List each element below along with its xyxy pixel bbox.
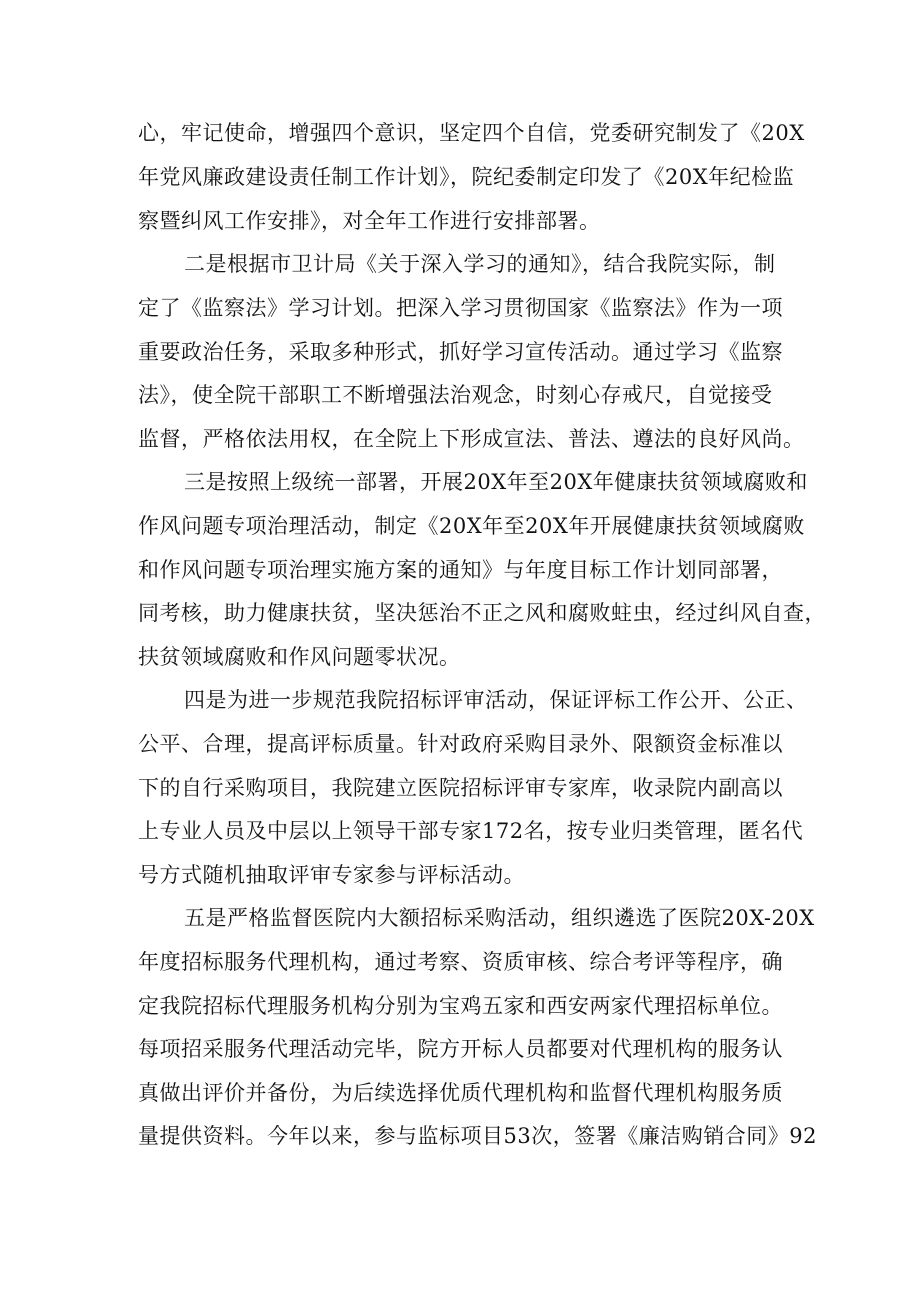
text-line: 心，牢记使命，增强四个意识，坚定四个自信，党委研究制发了《20X [138, 121, 805, 145]
text-line: 扶贫领域腐败和作风问题零状况。 [138, 645, 461, 669]
text-line: 下的自行采购项目，我院建立医院招标评审专家库，收录院内副高以 [138, 776, 783, 800]
paragraph-start-line: 二是根据市卫计局《关于深入学习的通知》，结合我院实际，制 [184, 252, 776, 276]
text-line: 同考核，助力健康扶贫，坚决惩治不正之风和腐败蛀虫，经过纠风自查， [138, 601, 826, 625]
text-line: 法》，使全院干部职工不断增强法治观念，时刻心存戒尺，自觉接受 [138, 383, 773, 407]
text-line: 察暨纠风工作安排》，对全年工作进行安排部署。 [138, 209, 601, 233]
text-line: 定我院招标代理服务机构分别为宝鸡五家和西安两家代理招标单位。 [138, 994, 783, 1018]
text-line: 上专业人员及中层以上领导干部专家172名，按专业归类管理，匿名代 [138, 819, 804, 843]
text-line: 量提供资料。今年以来，参与监标项目53次，签署《廉洁购销合同》92 [138, 1124, 817, 1148]
paragraph-start-line: 三是按照上级统一部署，开展20X年至20X年健康扶贫领域腐败和 [184, 470, 808, 494]
text-line: 年度招标服务代理机构，通过考察、资质审核、综合考评等程序，确 [138, 950, 783, 974]
text-line: 每项招采服务代理活动完毕，院方开标人员都要对代理机构的服务认 [138, 1037, 783, 1061]
text-line: 定了《监察法》学习计划。把深入学习贯彻国家《监察法》作为一项 [138, 296, 783, 320]
text-line: 作风问题专项治理活动，制定《20X年至20X年开展健康扶贫领域腐败 [138, 514, 805, 538]
text-line: 真做出评价并备份，为后续选择优质代理机构和监督代理机构服务质 [138, 1081, 783, 1105]
text-line: 号方式随机抽取评审专家参与评标活动。 [138, 863, 525, 887]
text-line: 监督，严格依法用权，在全院上下形成宣法、普法、遵法的良好风尚。 [138, 427, 805, 451]
paragraph-start-line: 四是为进一步规范我院招标评审活动，保证评标工作公开、公正、 [184, 688, 808, 712]
text-line: 重要政治任务，采取多种形式，抓好学习宣传活动。通过学习《监察 [138, 340, 783, 364]
paragraph-start-line: 五是严格监督医院内大额招标采购活动，组织遴选了医院20X-20X [184, 906, 815, 930]
text-line: 公平、合理，提高评标质量。针对政府采购目录外、限额资金标准以 [138, 732, 783, 756]
text-line: 年党风廉政建设责任制工作计划》，院纪委制定印发了《20X年纪检监 [138, 165, 795, 189]
text-line: 和作风问题专项治理实施方案的通知》与年度目标工作计划同部署， [138, 558, 783, 582]
